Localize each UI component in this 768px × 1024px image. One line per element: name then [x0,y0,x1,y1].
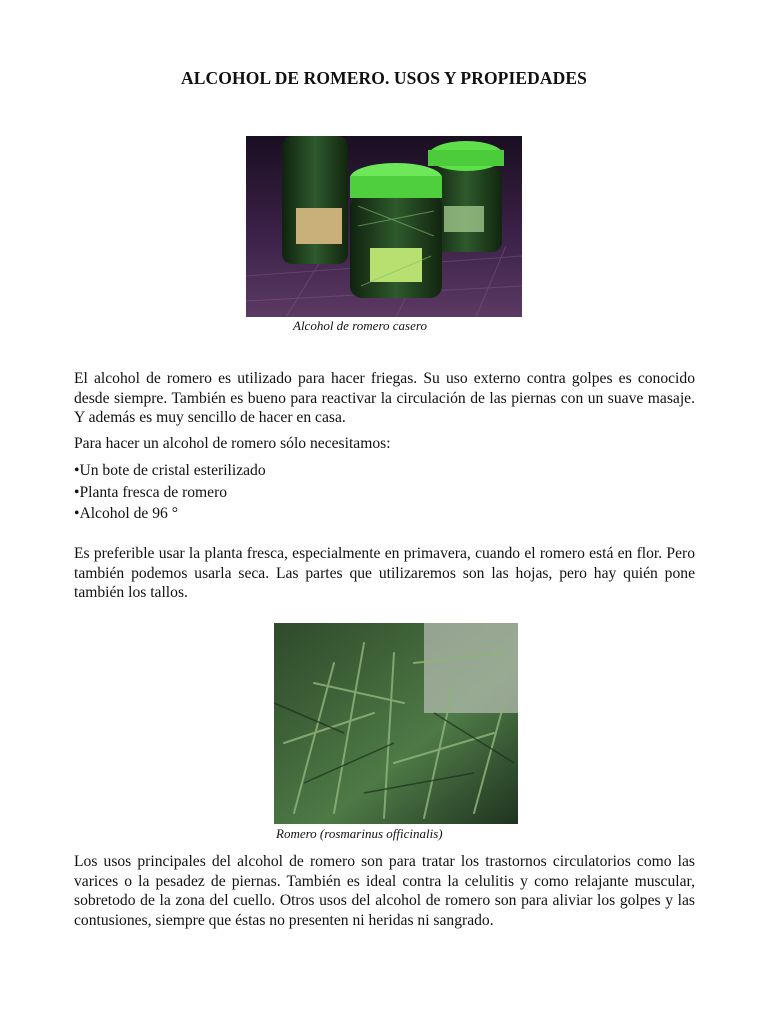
paragraph-ingredients-intro: Para hacer un alcohol de romero sólo necesitamos: [74,435,391,452]
paragraph-intro: El alcohol de romero es utilizado para hacer friegas. Su uso externo contra golpes es conocido desde siempre. También es bueno para reactivar la circulación de las piernas con un suave masaje. Y además es muy sencillo de hacer en casa. [74,370,695,427]
list-item: •Planta fresca de romero [74,483,228,501]
figure2-caption: Romero (rosmarinus officinalis) [276,826,443,841]
rosemary-plant-photo [274,623,518,824]
document-title: ALCOHOL DE ROMERO. USOS Y PROPIEDADES [181,68,587,88]
rosemary-alcohol-photo [246,136,522,317]
list-item: •Un bote de cristal esterilizado [74,462,266,479]
figure1-caption: Alcohol de romero casero [293,318,427,333]
list-item: •Alcohol de 96 ° [74,505,178,522]
ingredients-list [74,460,695,525]
paragraph-uses: Los usos principales del alcohol de romero son para tratar los trastornos circulatorios como las varices o la pesadez de piernas. También es ideal contra la celulitis y como relajante muscular, sobretodo de la zona del cuello. Otros usos del alcohol de romero son para aliviar los golpes y las contusiones, siempre que éstas no presenten ni heridas ni sangrado. [74,853,695,929]
paragraph-plant-parts: Es preferible usar la planta fresca, especialmente en primavera, cuando el romero está en flor. Pero también podemos usarla seca. Las partes que utilizaremos son las hojas, pero hay quién pone también los tallos. [74,545,695,602]
